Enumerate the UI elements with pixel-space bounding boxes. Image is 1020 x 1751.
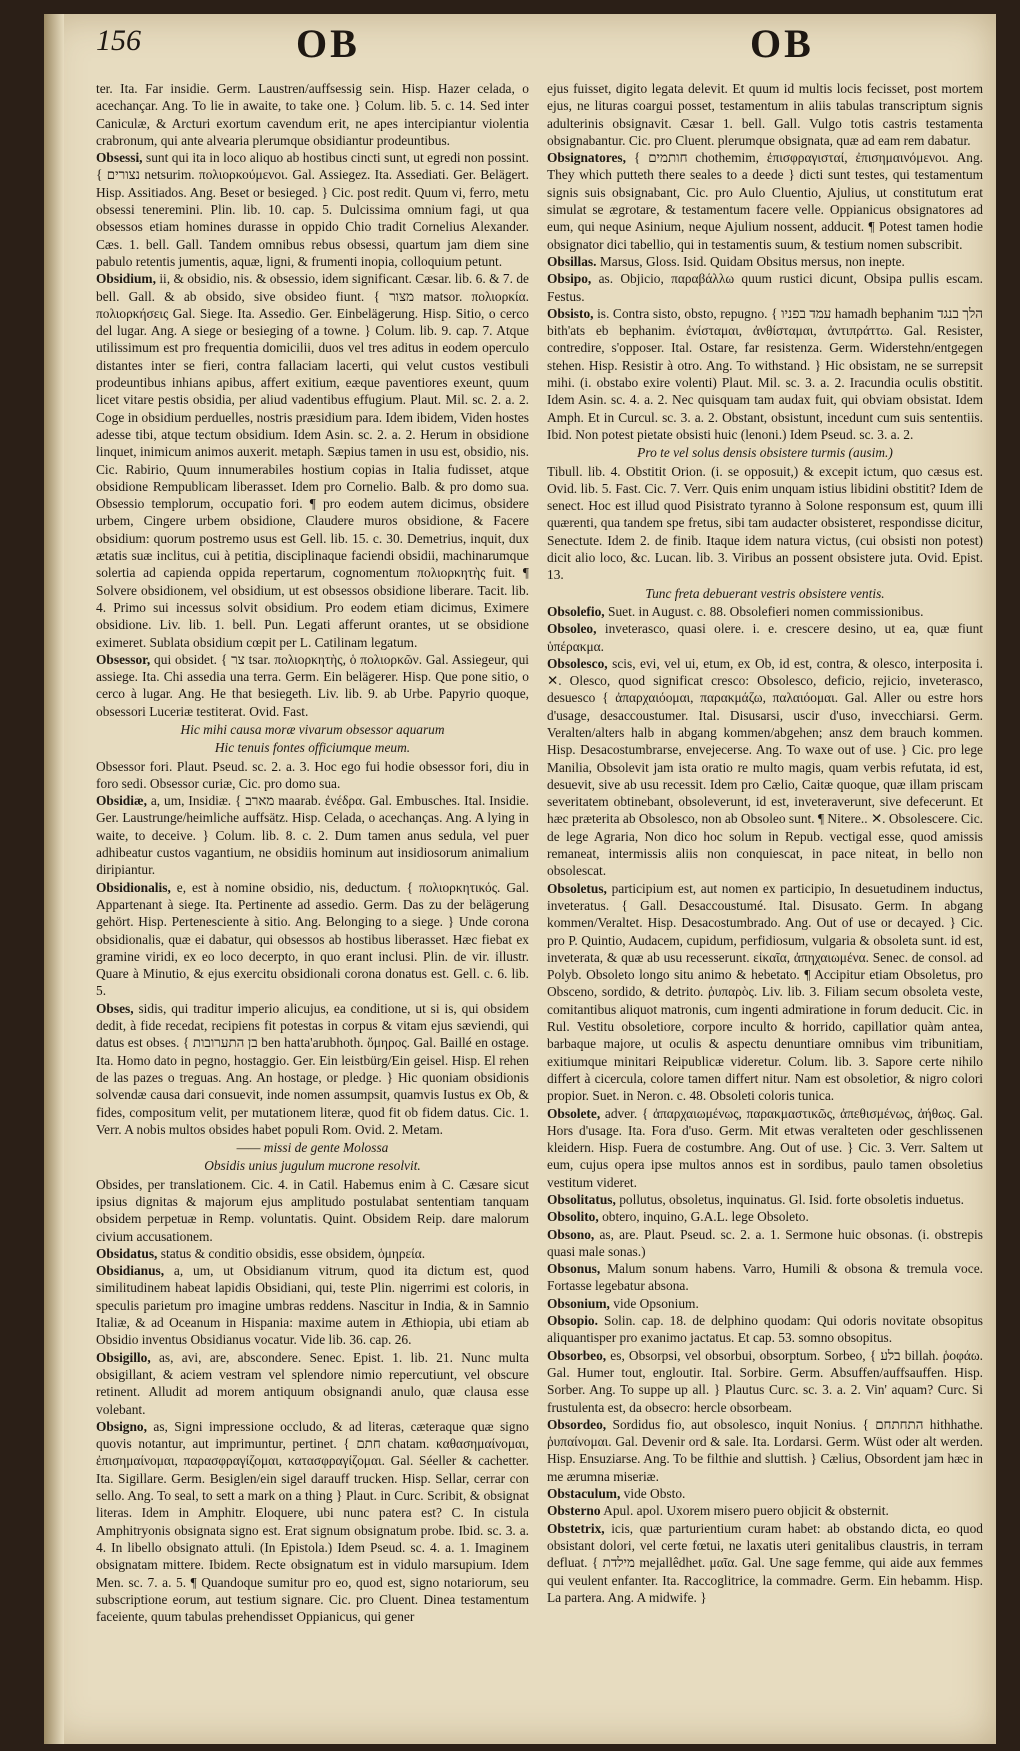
entry-headword: Obsolefio, [547, 603, 605, 619]
dictionary-entry [547, 1520, 983, 1606]
entry-headword: Obsoletus, [547, 880, 607, 896]
entry-text: qui obsidet. { צר tsar. πολιορκητὴς, ὁ πολιορκῶν. Gal. Assiegeur, qui assiege. Ita. Chi assedia una terra. Germ. Ein belägerer. Hisp. Que pone sitio, o cerco à lugar. Ang. He that besiegeth. Liv. lib. 9. ab Urbe. Papyrio quoque, obsessori Luceriæ testiterat. Ovid. Fast. [96, 651, 529, 719]
entry-text: as, are. Plaut. Pseud. sc. 2. a. 1. Sermone huic obsonas. (i. obstrepis quasi male sonas.) [547, 1226, 983, 1259]
dictionary-entry [547, 1485, 983, 1502]
entry-text: Tibull. lib. 4. Obstitit Orion. (i. se opposuit,) & excepit ictum, quo cæsus est. Ovid. lib. 5. Fast. Cic. 7. Verr. Quis enim unquam istius libidini obstitit? Idem de senect. Hoc est illud quod Pisistrato tyranno à Solone responsum est, quum illi quærenti, qua tandem spe fretus, sibi tam audacter obsisteret, respondisse dicitur, Senectute. Idem 2. de finib. Itaque idem natura victus, (cui obsisti non potest) dicit alio loco, &c. Lucan. lib. 3. Viribus an possent obsistere juta. Ovid. Epist. 13. [547, 463, 983, 583]
entry-headword: Obsolesco, [547, 655, 608, 671]
entry-headword: Obsidianus, [96, 1263, 165, 1279]
entry-text: Suet. in August. c. 88. Obsolefieri nomen commissionibus. [608, 603, 924, 619]
entry-headword: Obsidionalis, [96, 879, 171, 895]
entry-text: as. Objicio, παραβάλλω quum rustici dicunt, Obsipa pullis escam. Festus. [547, 271, 983, 304]
entry-headword: Obsolitatus, [547, 1192, 616, 1207]
entry-headword: Obstaculum, [547, 1486, 621, 1502]
dictionary-entry [547, 80, 983, 149]
entry-headword: Obsopio. [547, 1313, 598, 1329]
dictionary-entry [96, 1349, 529, 1418]
entry-text: participium est, aut nomen ex participio, In desuetudinem inductus, inveteratus. { Gall. Desaccoustumé. Ital. Disusato. Germ. In abgang kommen/Veraltet. Hisp. Desacostumbrado. Ang. Out of use or decayed. } Cic. pro P. Quintio, Audacem, cupidum, perfidiosum, vulgaria & obsoleta sunt. id est, inveterata, & quæ ab usu recesserunt. εἰκαῖα, ἀπηχαιωμένα. Senec. de consol. ad Polyb. Obsoleto longo situ animo & hebetato. ¶ Accipitur etiam Obsoletus, pro Obsceno, sordido, & detrito. ῥυπαρὸς. Liv. lib. 3. Filiam secum obsoleta veste, comitantibus aliquot matronis, cum ingenti admiratione in forum deducit. Cic. in Rul. Vestitu obsoletiore, corpore inculto & horrido, capillatior quàm antea, barbaque majore, ut oculis & aspectu denuntiare omnibus vim tribunitiam, exitiumque minitari Reipublicæ videretur. Colum. lib. 3. Sapore certe nihilo differt à cicercula, colore tamen differt nitur. Nam est obsoletior, & nigro colori propior. Suet. in Neron. c. 48. Obsoleti coloris tunica. [547, 880, 983, 1104]
entry-text: es, Obsorpsi, vel obsorbui, obsorptum. Sorbeo, { בלע billah. ῥοφάω. Gal. Humer tout, engloutir. Ital. Sorbire. Germ. Absuffen/auffsauffen. Hisp. Sorber. Ang. To suppe up all. } Plautus Curc. sc. 3. a. 2. Vin' aquam? Curc. Si frustulenta est, da obsecro: hercle obsorbeam. [547, 1347, 983, 1415]
dictionary-entry [96, 270, 529, 651]
dictionary-entry [547, 270, 983, 305]
entry-text: e, est à nomine obsidio, nis, deductum. { πολιορκητικός. Gal. Appartenant à siege. Ita. Pertinente ad assedio. Germ. Das zu der belägerung gehört. Hisp. Pertenesciente à sitio. Ang. Belonging to a siege. } Unde corona obsidionalis, quæ ei dabatur, qui obsessos ab hostibus liberasset. Hæc fiebat ex gramine viridi, ex eo loco decerpto, in quo erant inclusi. Plin. de vir. illustr. Quare à Minutio, & ejus exercitu obsidionali corona donatus est. Gell. c. 6. lib. 5. [96, 879, 529, 999]
entry-text: ejus fuisset, digito legata delevit. Et quum id multis locis fecisset, post mortem ejus, ne lituras coargui posset, testamentum in aliis tabulas transcriptum signis adulterinis obsignavit. Cæsar 1. bell. Gall. Vulgo totis castris testamenta obsignabantur. Cic. pro Cluent. plerumque obsignata, quæ ad eam rem dabatur. [547, 81, 983, 148]
verse-line: Hic tenuis fontes officiumque meum. [214, 740, 411, 756]
entry-headword: Obses, [96, 1000, 134, 1016]
dictionary-entry [96, 879, 529, 1000]
entry-headword: Obsessor, [96, 651, 151, 667]
dictionary-entry [547, 1208, 983, 1225]
verse-line: Hic mihi causa moræ vivarum obsessor aquarum [180, 721, 445, 737]
running-head [44, 18, 996, 70]
entry-headword: Obsidiæ, [96, 793, 147, 809]
dictionary-entry [547, 1226, 983, 1261]
verse-line: Tunc freta debuerant vestris obsistere ventis. [645, 585, 885, 601]
dictionary-entry [547, 655, 983, 880]
right-column [547, 80, 983, 1730]
entry-text: vide Obsto. [623, 1486, 686, 1502]
running-head-left: OB [296, 21, 360, 66]
entry-text: Sordidus fio, aut obsolesco, inquit Nonius. { התחתחם hithhathe. ῥυπαίνομαι. Gal. Devenir ord & sale. Ita. Lordarsi. Germ. Wüst oder alt werden. Hisp. Ensuziarse. Ang. To be filthie and sluttish. } Cælius, Obsordent jam hæc in me ærumna miseriæ. [547, 1416, 983, 1484]
dictionary-entry [547, 620, 983, 655]
entry-text: status & conditio obsidis, esse obsidem, ὁμηρεία. [160, 1245, 426, 1261]
dictionary-entry [96, 651, 529, 720]
entry-text: scis, evi, vel ui, etum, ex Ob, id est, contra, & olesco, interposita i. ✕. Olesco, quod significat cresco: Obsolesco, deficio, rejicio, inveterasco, desuesco { ἀπαρχαιόομαι, παρακμάζω, παλαιόομαι. Gal. Aller ou estre hors d'usage, desaccoustumer. Ital. Disusarsi, uscir d'uso, invecchiarsi. Germ. Veralten/alters halb in abgang kommen/abgehen; ansz dem brauch kommen. Hisp. Desacostumbrarse, envejecerse. Ang. To waxe out of use. } Cic. pro lege Manilia, Obsolevit jam ista oratio re multo magis, quam verbis refutata, id est, desuevit, sive ab usu recessit. Idem pro Cælio, Caitæ quoque, quæ illam priscam severitatem obtinebant, obsoleverunt, id est, inveteraverunt, sive defecerunt. Et hæc præterita ab Obsolesco, non ab Obsoleo sunt. ¶ Nitere.. ✕. Obsolescere. Cic. de lege Agraria, Non dico hoc solum in Repub. vectigal esse, quod amissis remaneat, intermissis aliis non conquiescat, in pace niteat, in bello non obsolescat. [547, 655, 983, 879]
entry-headword: Obsillas. [547, 253, 597, 269]
entry-text: a, um, Insidiæ. { מארב maarab. ἐνέδρα. Gal. Embusches. Ital. Insidie. Ger. Laustrunge/heimliche auffsätz. Hisp. Celada, o acechanças. Ang. A lying in waite, to deceive. } Colum. lib. 8. c. 2. Dum tamen anus sedula, vel puer adhibeatur custos vagantium, ne obsidiis hominum aut insidiosorum animalium diripiantur. [96, 793, 529, 878]
dictionary-entry [547, 880, 983, 1105]
entry-text: is. Contra sisto, obsto, repugno. { עמד בפניו hamadh bephanim הלך בנגד bith'ats eb bephanim. ἐνίσταμαι, ἀνθίσταμαι, ἀντιπράττω. Gal. Resister, contredire, s'opposer. Ital. Ostare, far resistenza. Germ. Widerstehn/entgegen stehen. Hisp. Resistir à otro. Ang. To withstand. } Hic obsistam, ne se surrepsit mihi. (i. obstabo exire volenti) Plaut. Mil. sc. 3. a. 2. Iracundia oculis obstitit. Idem Asin. sc. 4. a. 2. Nec quisquam tam audax fuit, qui obviam obsistat. Idem Amph. Et in Curcul. sc. 3. a. 2. Obstant, obsistunt, incedunt cum suis sententiis. Ibid. Non potest pietate obsisti huic (lenoni.) Idem Pseud. sc. 3. a. 2. [547, 305, 983, 442]
entry-text: adver. { ἀπαρχαιωμένως, παρακμαστικῶς, ἀπεθισμένως, ἀήθως. Gal. Hors d'usage. Ita. Fora d'uso. Germ. Mit etwas veralteten oder geschlissenen kleidern. Hisp. Fuera de costumbre. Ang. Out of use. } Cic. 3. Verr. Saltem ut eum, cujus opera ipse multos annos est in sordibus, paulo tamen obsoletius vestitum videret. [547, 1105, 983, 1190]
dictionary-entry [547, 253, 983, 270]
entry-headword: Obsigno, [96, 1418, 147, 1434]
dictionary-entry [547, 1312, 983, 1347]
dictionary-entry [547, 149, 983, 253]
entry-text: inveterasco, quasi olere. i. e. crescere desino, ut ea, quæ fiunt ὑπέρακμα. [547, 621, 983, 654]
dictionary-entry [547, 603, 983, 620]
entry-headword: Obsorbeo, [547, 1347, 607, 1363]
dictionary-entry [96, 1262, 529, 1348]
dictionary-entry [547, 305, 983, 443]
entry-text: sunt qui ita in loco aliquo ab hostibus cincti sunt, ut egredi non possint. { נצורים netsurim. πολιορκούμενοι. Gal. Assiegez. Ita. Assediati. Ger. Belägert. Hisp. Assitiados. Ang. Beset or besieged. } Cic. post redit. Quum vi, ferro, metu obsessi teneremini. Plin. lib. 10. cap. 5. Dulcissima omnium fagi, ut qua obsessos etiam homines durasse in oppido Chio tradit Cornelius Alexander. Cæs. 1. bell. Gall. Tandem omnibus rebus obsessi, quartum jam diem sine pabulo retentis jumentis, aquæ, ligni, & frumenti inopia, colloquium petunt. [96, 150, 529, 269]
dictionary-entry [547, 1416, 983, 1485]
entry-text: ii, & obsidio, nis. & obsessio, idem significant. Cæsar. lib. 6. & 7. de bell. Gall. & ab obsido, sive obsideo fiunt. { מצור matsor. πολιορκία. πολιορκήσεις Gal. Siege. Ita. Assedio. Ger. Einbelägerung. Hisp. Sitio, o cerco del lugar. Ang. A siege or besieging of a towne. } Colum. lib. 9. cap. 7. Atque utilissimum est pro frequentia domicilii, duos vel tres aditus in eodem operculo distantes inter se fieri, contra fallaciam lacerti, qui velut custos vestibuli prodeuntibus inhians apibus, affert exitium, eæque paventiores exeunt, quum licet vitare pestis obsidia, per aliud vadentibus effugium. Plaut. Mil. sc. 2. a. 2. Coge in obsidium perduelles, nostris præsidium para. Idem ibidem, Viden hostes adesse tibi, atque tectum obsidium. Idem Asin. sc. 2. a. 2. Herum in obsidione linquet, inimicum animos auxerit. metaph. Sæpius tamen in usu est, obsidio, nis. Cic. Rabirio, Quum innumerabiles hostium copias in Italia fudisset, atque obsidione Rempublicam liberasset. Idem pro Cornelio. Balb. & pro domo sua. Obsessio templorum, occupatio fori. ¶ pro eodem autem dicimus, obsidere urbem, Cingere urbem obsidione, Claudere muros obsidione, & Facere obsidium: quorum postremo usus est Gell. lib. 15. c. 30. Demetrius, inquit, dux ætatis suæ inclitus, cui à petitia, disciplinaque faciendi obsidii, machinarumque solertia ad capienda oppida repertarum, cognomentum πολιορκητὴς fuit. ¶ Solvere obsidionem, vel obsidium, ut est obsessos obsidione liberare. Tacit. lib. 4. Primo sui incessus solvit obsidium. Pro eodem etiam dicimus, Eximere obsidione. Liv. lib. 1. bell. Pun. Legati afferunt orantes, ut se obsidione eximeret. Sublata obsidium cœpit per L. Catilinam legatum. [96, 271, 529, 650]
dictionary-entry [96, 792, 529, 878]
entry-text: Solin. cap. 18. de delphino quodam: Qui odoris novitate obsopitus aliquantisper pro exanimo jactatus. Et cap. 53. somno obsopitus. [547, 1313, 983, 1346]
entry-headword: Obsessi, [96, 150, 143, 166]
entry-text: vide Opsonium. [613, 1295, 699, 1311]
left-column [96, 80, 529, 1730]
verse-line: —— missi de gente Molossa [236, 1140, 389, 1156]
dictionary-entry [547, 1347, 983, 1416]
entry-headword: Obsonium, [547, 1295, 610, 1311]
dictionary-entry [96, 1245, 529, 1262]
entry-text: Obsides, per translationem. Cic. 4. in Catil. Habemus enim à C. Cæsare sicut ipsius dignitas & majorum ejus amplitudo postulabat sententiam tanquam obsidem perpetuæ in Remp. voluntatis. Quint. Obsidem Reip. dare malorum civium accusationem. [96, 1176, 529, 1244]
entry-headword: Obsolito, [547, 1209, 599, 1225]
entry-headword: Obsonus, [547, 1261, 601, 1277]
dictionary-entry [96, 1176, 529, 1245]
entry-headword: Obsigillo, [96, 1349, 151, 1365]
entry-text: a, um, ut Obsidianum vitrum, quod ita dictum est, quod similitudinem habeat lapidis Obsidiani, qui, teste Plin. nigerrimi est coloris, in speculis parietum pro imagine umbras reddens. Nascitur in India, & in Samnio Italiæ, & ad Oceanum in Hispania: maxime autem in Æthiopia, ubi etiam ab Obsidio inventus Obsidianus vocatur. Vide lib. 36. cap. 26. [96, 1263, 529, 1348]
entry-headword: Obsignatores, [547, 150, 626, 166]
dictionary-entry [547, 463, 983, 584]
entry-text: Apul. apol. Uxorem misero puero objicit & obsternit. [603, 1503, 889, 1519]
dictionary-entry [96, 1000, 529, 1138]
dictionary-entry [547, 1260, 983, 1295]
dictionary-entry [96, 149, 529, 270]
dictionary-page [44, 14, 996, 1744]
dictionary-entry [547, 1191, 983, 1208]
entry-headword: Obsidium, [96, 271, 156, 287]
entry-text: pollutus, obsoletus, inquinatus. Gl. Isid. forte obsoletis induetus. [619, 1192, 964, 1207]
entry-headword: Obsidatus, [96, 1245, 158, 1261]
entry-headword: Obsordeo, [547, 1416, 607, 1432]
entry-text: { חותמים chothemim, ἐπισφραγισταί, ἐπισημαινόμενοι. Ang. They which putteth there seales to a deede } dicti sunt testes, qui testamentum signis suis obsignabant, Cic. pro Aulo Cluentio, Ajulius, ut constitutum erat simulat se ægrotare, & testamentum facere velle. Oppianicus obsignatores ad eum, qui neque Asinium, neque Ajulium nossent, adducit. ¶ Potest tamen hodie obsignator dici tabellio, qui in testamentis suum, & testium nomen subscribit. [547, 150, 983, 252]
entry-headword: Obsoleo, [547, 621, 597, 637]
dictionary-entry [547, 1502, 983, 1519]
entry-text: obtero, inquino, G.A.L. lege Obsoleto. [602, 1209, 809, 1225]
running-head-right: OB [750, 21, 814, 66]
entry-text: as, avi, are, abscondere. Senec. Epist. 1. lib. 21. Nunc multa obsigillant, & aciem vestram vel splendore nimio repercutiunt, vel obscure retinent. Alludit ad morem antiquum obsignandi anulo, quæ clausa esse volebant. [96, 1349, 529, 1417]
entry-headword: Obsterno [547, 1503, 601, 1519]
dictionary-entry [96, 80, 529, 149]
entry-headword: Obsolete, [547, 1105, 601, 1121]
entry-headword: Obsono, [547, 1226, 595, 1242]
page-gutter [44, 14, 64, 1744]
page-number: 156 [96, 24, 141, 57]
entry-text: icis, quæ parturientium curam habet: ab obstando dicta, eo quod obsistant dolori, vel certe fœtui, ne laxatis uteri genitalibus claustris, in terram defluat. { מילדת mejallêdhet. μαῖα. Gal. Une sage femme, qui aide aux femmes qui veulent enfanter. Ita. Raccoglitrice, la commadre. Germ. Ein hebamm. Hisp. La partera. Ang. A midwife. } [547, 1520, 983, 1605]
dictionary-entry [96, 1418, 529, 1626]
verse-line: Pro te vel solus densis obsistere turmis (ausim.) [637, 445, 893, 461]
entry-text: ter. Ita. Far insidie. Germ. Laustren/auffsessig sein. Hisp. Hazer celada, o acechançar. Ang. To lie in awaite, to take one. } Colum. lib. 5. c. 14. Sed inter Caniculæ, & Arcturi exortum cavendum erit, ne apes intercipiantur violentia crabronum, qui ante alvearia plerumque obsidiantur prodeuntibus. [96, 81, 529, 148]
entry-text: sidis, qui traditur imperio alicujus, ea conditione, ut si is, qui obsidem dedit, à fide recedat, recipiens fit potestas in corpus & vitam ejus sæviendi, qui datus est obses. { בן התערובות ben hatta'arubhoth. ὅμηρος. Gal. Baillé en ostage. Ita. Homo dato in pegno, hostaggio. Ger. Ein leistbürg/Ein geisel. Hisp. El rehen de las pazes o treguas. Ang. An hostage, or pledge. } Hic quoniam obsidionis solvendæ causa dari consuevit, inde nomen assumpsit, quamvis Iustus ex Ob, & fides, compositum velit, per mutationem literæ, quod fit ob fidem datus. Cic. 1. Verr. A nobis multos obsides habet populi Rom. Ovid. 2. Metam. [96, 1000, 529, 1137]
dictionary-entry [547, 1295, 983, 1312]
entry-headword: Obsisto, [547, 305, 594, 321]
dictionary-entry [547, 1105, 983, 1191]
entry-headword: Obsipo, [547, 271, 592, 287]
verse-line: Obsidis unius jugulum mucrone resolvit. [204, 1158, 421, 1174]
entry-text: as, Signi impressione occludo, & ad literas, cæteraque quæ signo quovis notantur, aut imprimuntur, pertinet. { חתם chatam. καθασημαίνομαι, ἐπισημαίνομαι, παρασφραγίζομαι, κατασφραγίζομαι. Gal. Séeller & cachetter. Ita. Sigillare. Germ. Besiglen/ein sigel darauff trucken. Hisp. Sellar, cerrar con sello. Ang. To seal, to sett a mark on a thing } Plaut. in Curc. Scribit, & obsignat literas. Idem in Amphitr. Eloquere, ubi nunc patera est? C. In cistula Amphitryonis obsignata signo est. Erat signum obsignatum probe. Ibid. sc. 3. a. 4. In libello obsignato attuli. (In Epistola.) Idem Pseud. sc. 4. a. 1. Imaginem obsignatam mittere. Ibidem. Recte obsignatum est in vidulo marsupium. Idem Men. sc. 7. a. 5. ¶ Quandoque sumitur pro eo, quod est, signo notariorum, seu subscriptione eorum, aut testium signare. Cic. pro Cluent. Dinea testamentum faceiente, quum tabulas prehendisset Oppianicus, qui gener [96, 1418, 529, 1625]
entry-headword: Obstetrix, [547, 1520, 605, 1536]
entry-text: Obsessor fori. Plaut. Pseud. sc. 2. a. 3. Hoc ego fui hodie obsessor fori, diu in foro sedi. Obsessor curiæ, Cic. pro domo sua. [96, 758, 529, 791]
entry-text: Malum sonum habens. Varro, Humili & obsona & tremula voce. Fortasse legebatur absona. [547, 1261, 983, 1294]
dictionary-entry [96, 758, 529, 793]
entry-text: Marsus, Gloss. Isid. Quidam Obsitus mersus, non inepte. [599, 253, 905, 269]
